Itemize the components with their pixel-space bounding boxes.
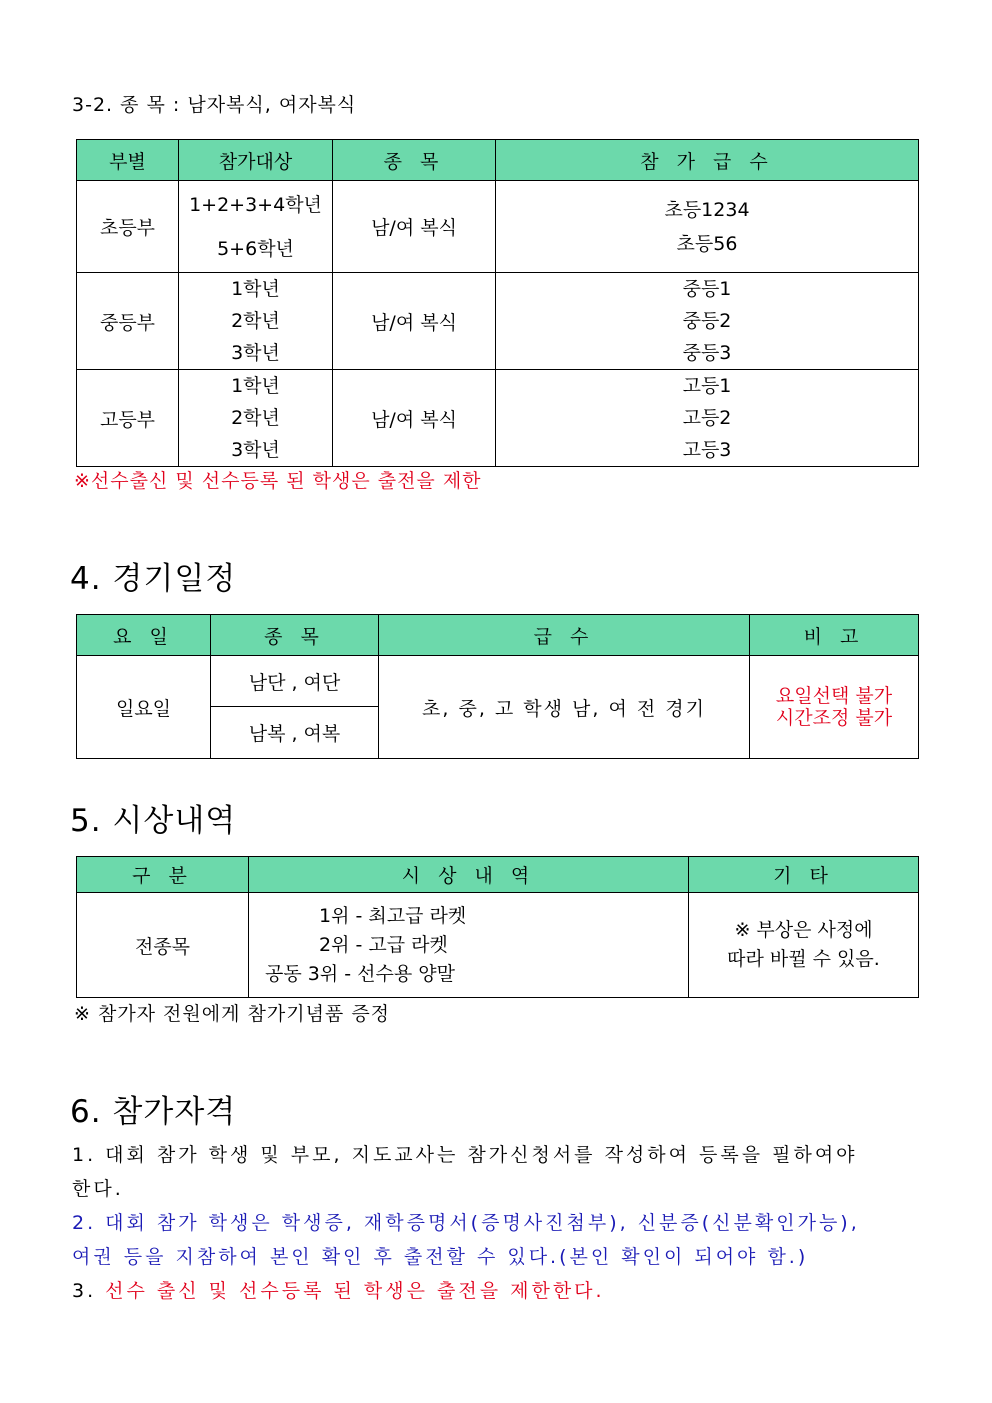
grade-line: 중등2 [682, 310, 732, 332]
event-cell: 남단 , 여단 [211, 656, 379, 707]
table-row [77, 181, 919, 273]
eligibility-list [72, 1138, 932, 1308]
table-row [77, 273, 919, 370]
grade-cell [496, 273, 919, 370]
target-cell [179, 273, 333, 370]
header-remarks: 비 고 [750, 615, 919, 656]
section-3-2-heading: 3-2. 종 목 : 남자복식, 여자복식 [72, 94, 357, 116]
header-category: 구 분 [77, 857, 249, 893]
remarks-cell [750, 656, 919, 759]
grade-line: 고등1 [682, 375, 732, 397]
award-line: 2위 - 고급 라켓 [319, 933, 448, 956]
division-cell: 초등부 [77, 181, 179, 273]
awards-cell [249, 893, 689, 998]
grade-line: 고등2 [682, 407, 732, 429]
eligibility-item-2-line-1: 2. 대회 참가 학생은 학생증, 재학증명서(증명사진첨부), 신분증(신분확인가능), [72, 1212, 860, 1234]
etc-line: 따라 바뀔 수 있음. [727, 948, 880, 970]
header-grade: 참 가 급 수 [496, 140, 919, 181]
header-etc: 기 타 [689, 857, 919, 893]
grade-cell [496, 370, 919, 467]
event-cell: 남복 , 여복 [211, 707, 379, 759]
grade-cell [496, 181, 919, 273]
section-3-2-table [76, 139, 919, 467]
target-line: 1+2+3+4학년 [189, 193, 322, 216]
header-division: 부별 [77, 140, 179, 181]
table-row [77, 656, 919, 707]
section-4-heading: 4. 경기일정 [70, 561, 237, 597]
target-cell [179, 181, 333, 273]
award-line: 1위 - 최고급 라켓 [319, 904, 467, 927]
event-cell: 남/여 복식 [333, 181, 496, 273]
target-line: 2학년 [231, 407, 280, 429]
event-cell: 남/여 복식 [333, 273, 496, 370]
eligibility-item-3-text: 선수 출신 및 선수등록 된 학생은 출전을 제한한다. [105, 1280, 605, 1302]
remark-line: 시간조정 불가 [775, 707, 893, 729]
header-grade: 급 수 [379, 615, 750, 656]
eligibility-item-1-line-2: 한다. [72, 1178, 124, 1200]
etc-cell [689, 893, 919, 998]
awards-table [76, 856, 919, 998]
grade-line: 초등1234 [664, 198, 750, 221]
division-cell: 고등부 [77, 370, 179, 467]
eligibility-item-3 [72, 1274, 932, 1308]
day-cell: 일요일 [77, 656, 211, 759]
award-line: 공동 3위 - 선수용 양말 [265, 962, 455, 985]
grade-line: 중등3 [682, 342, 732, 364]
section-5-note: ※ 참가자 전원에게 참가기념품 증정 [74, 1003, 391, 1025]
section-3-2-note: ※선수출신 및 선수등록 된 학생은 출전을 제한 [74, 470, 482, 492]
section-6-heading: 6. 참가자격 [70, 1094, 237, 1130]
target-line: 3학년 [231, 342, 280, 364]
table-row [77, 370, 919, 467]
header-target: 참가대상 [179, 140, 333, 181]
section-5-heading: 5. 시상내역 [70, 803, 237, 839]
etc-line: ※ 부상은 사정에 [734, 919, 873, 941]
target-line: 3학년 [231, 439, 280, 461]
eligibility-item-2-line-2: 여권 등을 지참하여 본인 확인 후 출전할 수 있다.(본인 확인이 되어야 함.) [72, 1246, 809, 1268]
grade-line: 초등56 [676, 232, 738, 255]
grade-line: 고등3 [682, 439, 732, 461]
target-line: 5+6학년 [217, 237, 294, 260]
target-line: 1학년 [231, 375, 280, 397]
grade-cell: 초, 중, 고 학생 남, 여 전 경기 [379, 656, 750, 759]
header-event: 종 목 [211, 615, 379, 656]
remark-line: 요일선택 불가 [775, 685, 893, 707]
header-awards: 시 상 내 역 [249, 857, 689, 893]
header-day: 요 일 [77, 615, 211, 656]
division-cell: 중등부 [77, 273, 179, 370]
eligibility-item-1-line-1: 1. 대회 참가 학생 및 부모, 지도교사는 참가신청서를 작성하여 등록을 필하여야 [72, 1144, 858, 1166]
grade-line: 중등1 [682, 278, 732, 300]
schedule-table [76, 614, 919, 759]
target-line: 2학년 [231, 310, 280, 332]
eligibility-item-3-number: 3. [72, 1280, 106, 1302]
event-cell: 남/여 복식 [333, 370, 496, 467]
header-event: 종 목 [333, 140, 496, 181]
table-row [77, 893, 919, 998]
target-cell [179, 370, 333, 467]
category-cell: 전종목 [77, 893, 249, 998]
target-line: 1학년 [231, 278, 280, 300]
